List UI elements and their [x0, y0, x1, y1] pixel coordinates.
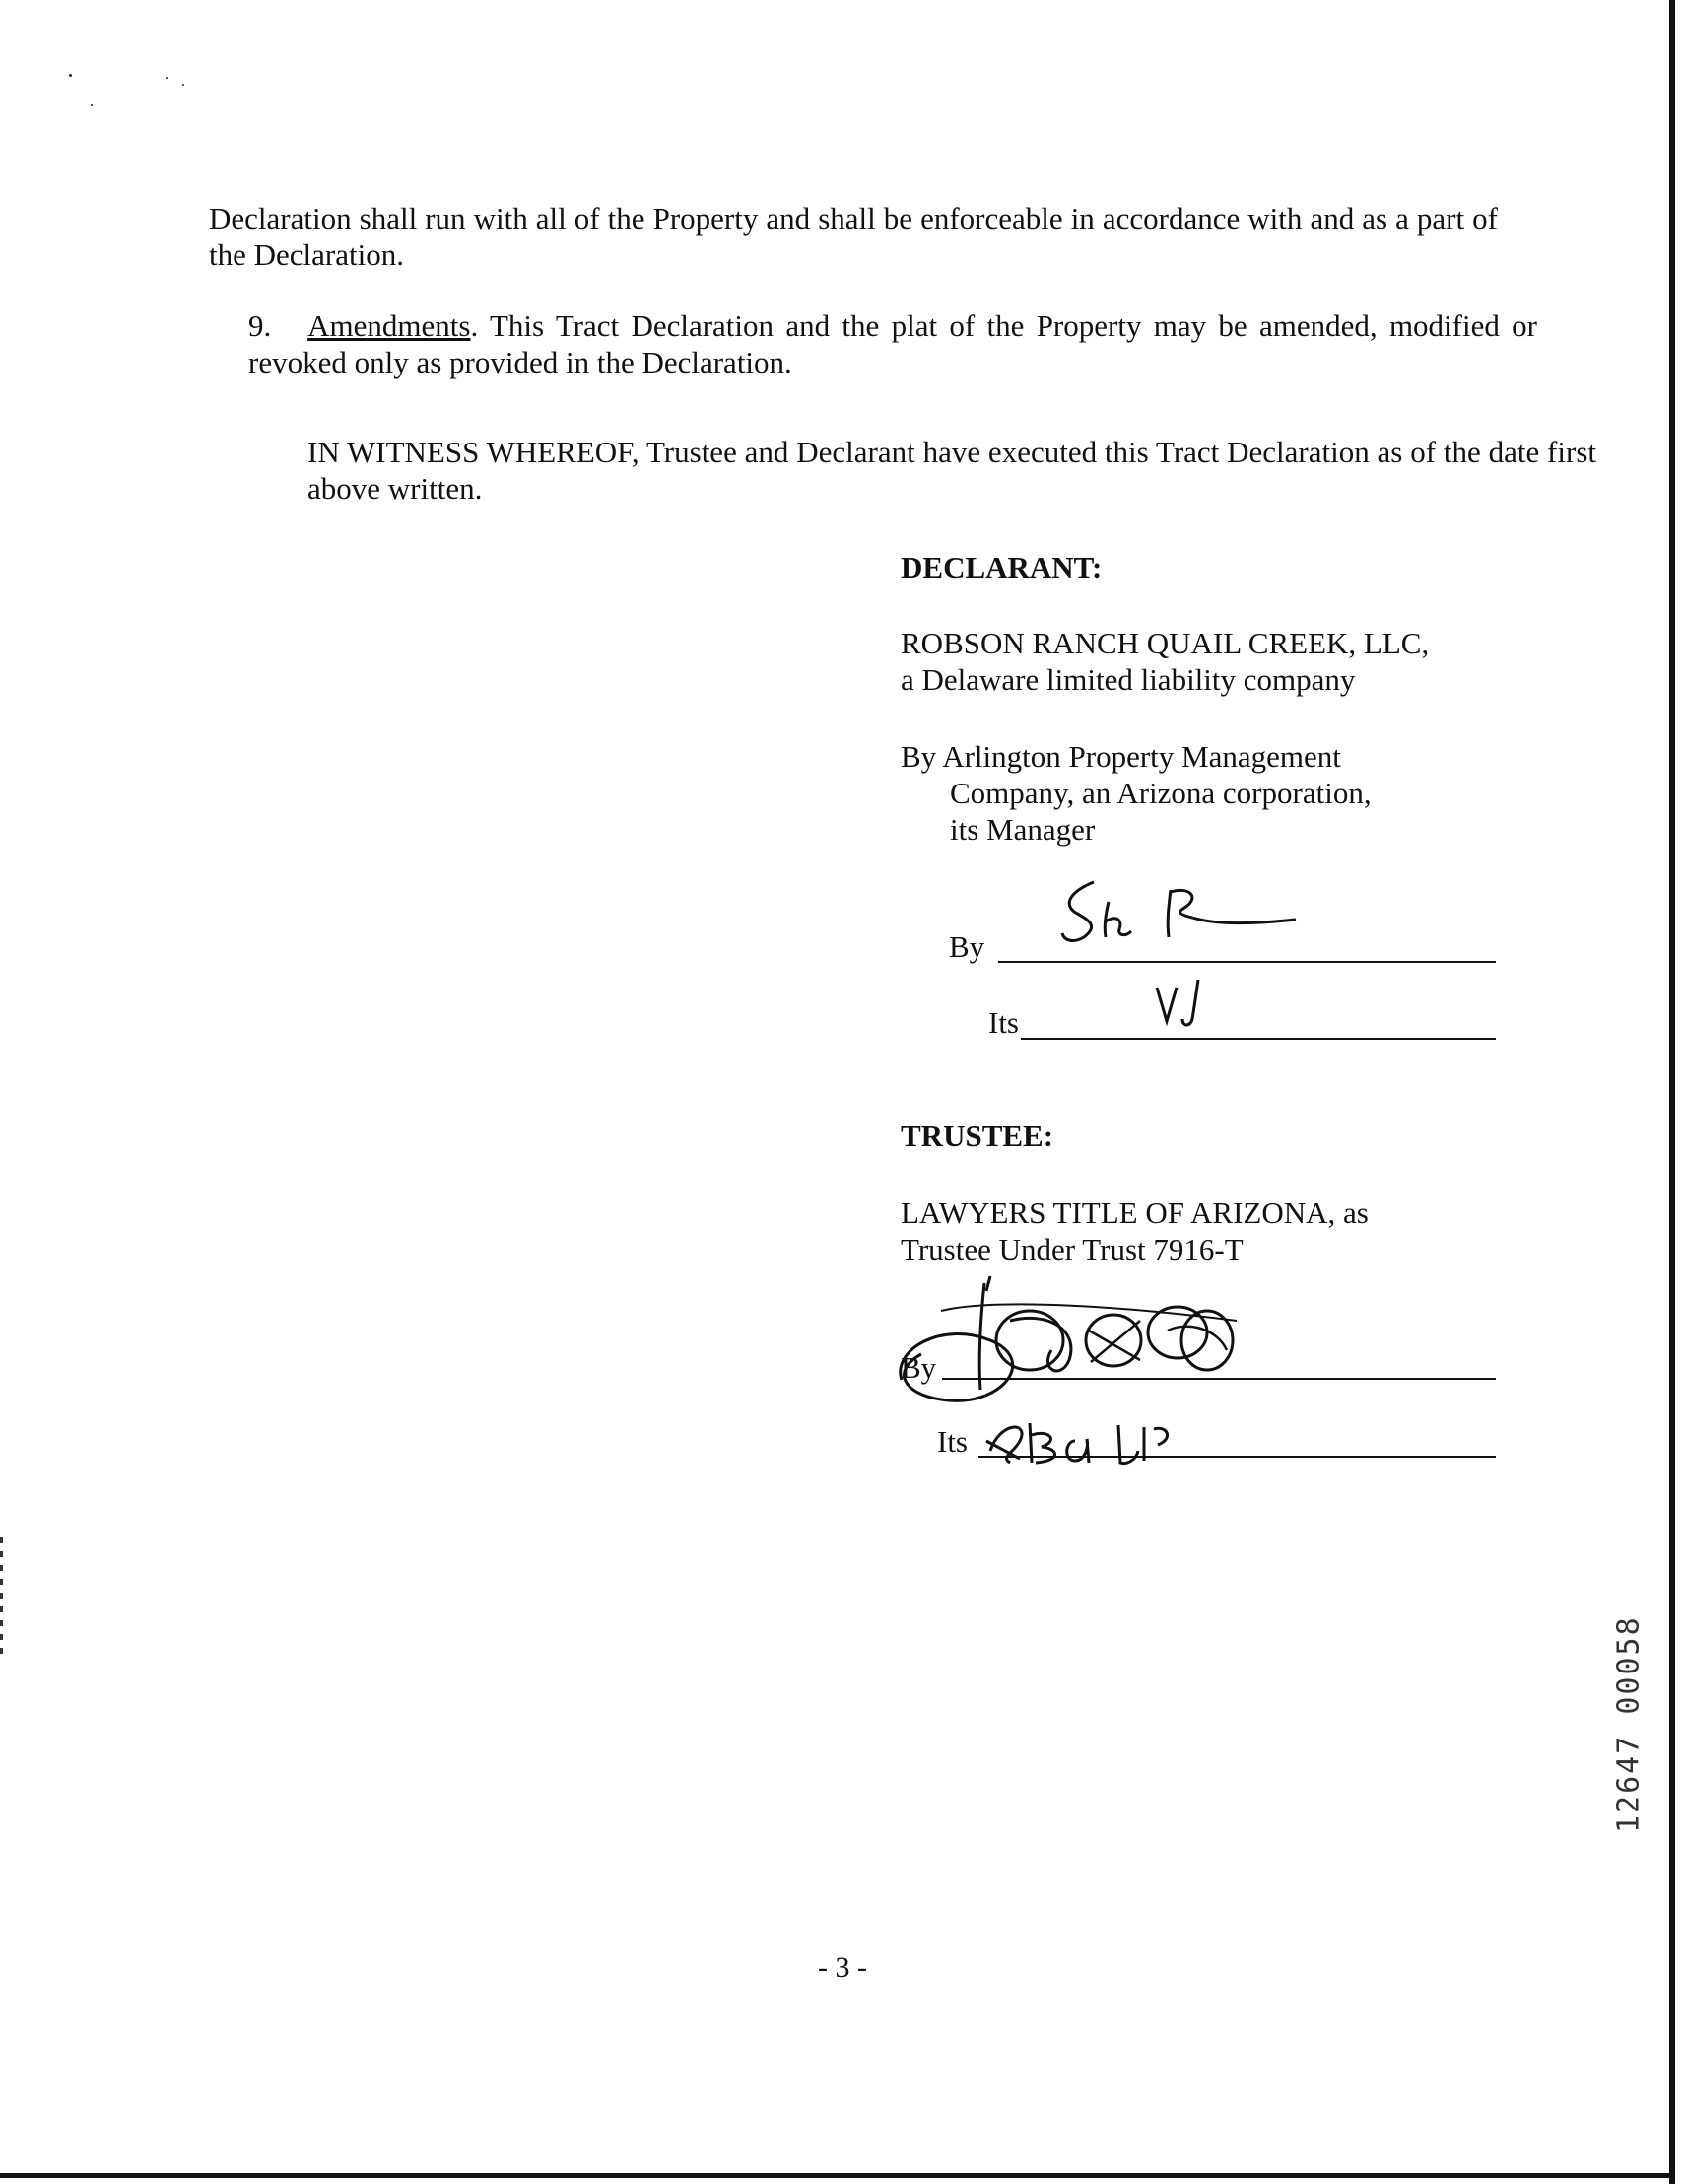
witness-paragraph: IN WITNESS WHEREOF, Trustee and Declarant have executed this Tract Declaration as of the date first above written. [307, 435, 1596, 506]
section-number: 9. [248, 308, 272, 343]
declarant-company-name: ROBSON RANCH QUAIL CREEK, LLC, [901, 626, 1430, 660]
trustee-trust-line: Trustee Under Trust 7916-T [901, 1232, 1244, 1266]
declarant-manager-line3: its Manager [950, 812, 1096, 847]
scan-border-right [1669, 0, 1675, 2184]
scan-speck [69, 74, 72, 77]
declarant-company-type: a Delaware limited liability company [901, 662, 1356, 697]
trustee-company-name: LAWYERS TITLE OF ARIZONA, as [901, 1195, 1369, 1230]
declarant-manager-line1: By Arlington Property Management [901, 739, 1341, 774]
recording-stamp-number: 12647 00058 [1611, 1615, 1647, 1834]
declarant-by-label: By [949, 929, 985, 964]
trustee-its-label: Its [937, 1424, 968, 1459]
trustee-signature-scribble [882, 1271, 1276, 1429]
continuation-paragraph: Declaration shall run with all of the Property and shall be enforceable in accordance with and as a part of the Declaration. [209, 201, 1498, 272]
section-text: . This Tract Declaration and the plat of the Property may be amended, modified or revoked only as provided in the Declaration. [248, 308, 1537, 379]
page-number: - 3 - [818, 1951, 867, 1984]
trustee-title-scribble [980, 1411, 1187, 1470]
section-heading: Amendments [307, 308, 471, 343]
scan-edge-marks [0, 1537, 3, 1656]
trustee-by-label: By [901, 1350, 937, 1385]
declarant-manager-line2: Company, an Arizona corporation, [950, 776, 1372, 810]
amendments-paragraph [209, 307, 1537, 380]
declarant-title-scribble [1153, 974, 1222, 1033]
declarant-signature-scribble [1054, 872, 1311, 961]
declarant-heading: DECLARANT: [901, 550, 1103, 584]
declarant-signature-line [998, 961, 1496, 963]
scan-speck [166, 77, 168, 79]
declarant-its-label: Its [988, 1005, 1019, 1040]
declarant-title-line [1021, 1038, 1496, 1040]
scan-speck [91, 104, 93, 106]
scan-border-bottom [0, 2173, 1675, 2178]
trustee-heading: TRUSTEE: [901, 1119, 1054, 1153]
scan-speck [182, 84, 184, 86]
